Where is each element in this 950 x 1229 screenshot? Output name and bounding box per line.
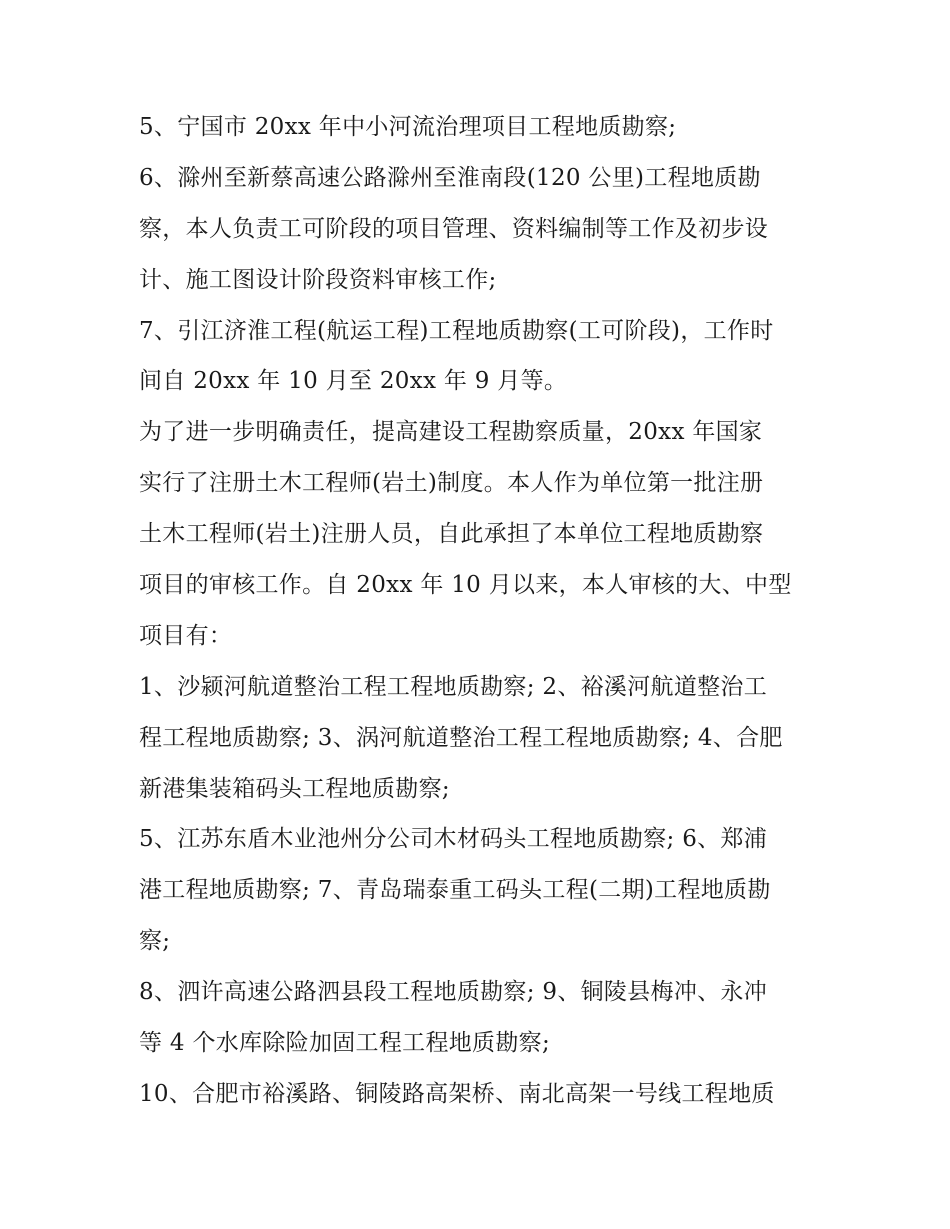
- text-line: 间自 20xx 年 10 月至 20xx 年 9 月等。: [139, 368, 568, 395]
- text-line: 1、沙颍河航道整治工程工程地质勘察; 2、裕溪河航道整治工: [139, 673, 768, 700]
- text-line: 5、江苏东盾木业池州分公司木材码头工程地质勘察; 6、郑浦: [139, 826, 768, 853]
- text-line: 程工程地质勘察; 3、涡河航道整治工程工程地质勘察; 4、合肥: [139, 724, 783, 751]
- text-line: 实行了注册土木工程师(岩土)制度。本人作为单位第一批注册: [139, 470, 764, 497]
- text-line: 6、滁州至新蔡高速公路滁州至淮南段(120 公里)工程地质勘: [139, 164, 761, 191]
- text-line: 项目的审核工作。自 20xx 年 10 月以来，本人审核的大、中型: [139, 572, 792, 599]
- text-line: 土木工程师(岩土)注册人员，自此承担了本单位工程地质勘察: [139, 521, 764, 548]
- text-line: 8、泗许高速公路泗县段工程地质勘察; 9、铜陵县梅冲、永冲: [139, 979, 768, 1006]
- text-line: 新港集装箱码头工程地质勘察;: [139, 775, 450, 802]
- text-line: 等 4 个水库除险加固工程工程地质勘察;: [139, 1030, 551, 1057]
- text-line: 5、宁国市 20xx 年中小河流治理项目工程地质勘察;: [139, 114, 677, 140]
- text-line: 10、合肥市裕溪路、铜陵路高架桥、南北高架一号线工程地质: [139, 1080, 775, 1107]
- text-line: 察，本人负责工可阶段的项目管理、资料编制等工作及初步设: [139, 215, 769, 242]
- text-line: 项目有：: [139, 622, 233, 649]
- document-body: [139, 102, 819, 1120]
- text-line: 为了进一步明确责任，提高建设工程勘察质量，20xx 年国家: [139, 419, 763, 446]
- text-line: 计、施工图设计阶段资料审核工作;: [139, 266, 497, 293]
- text-line: 察;: [139, 928, 171, 955]
- text-line: 港工程地质勘察; 7、青岛瑞泰重工码头工程(二期)工程地质勘: [139, 877, 771, 904]
- text-line: 7、引江济淮工程(航运工程)工程地质勘察(工可阶段)，工作时: [139, 317, 774, 344]
